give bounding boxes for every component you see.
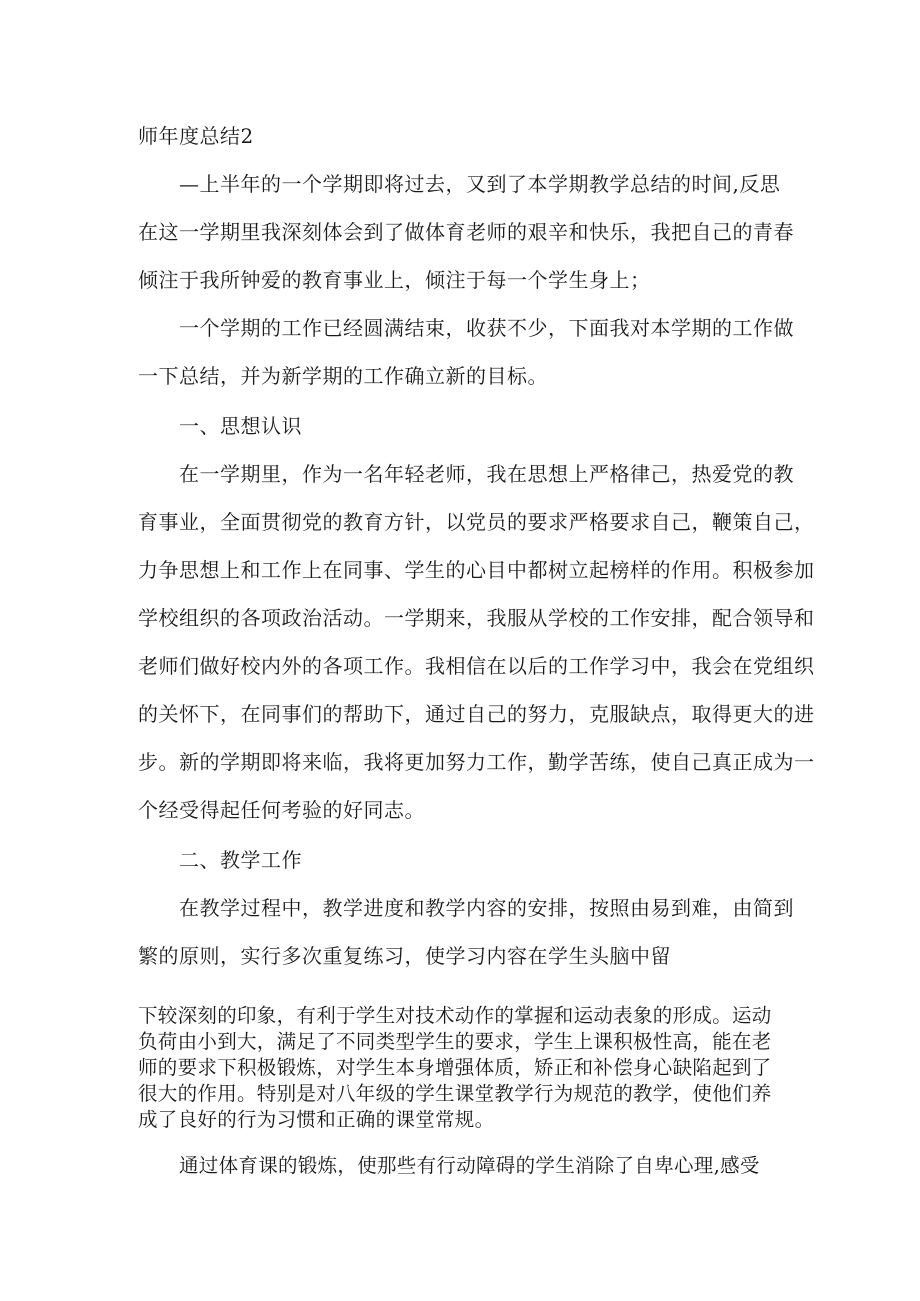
paragraph-line: 在这一学期里我深刻体会到了做体育老师的艰辛和快乐，我把自己的青春 [138,220,794,244]
paragraph-line: —上半年的一个学期即将过去，又到了本学期教学总结的时间,反思 [179,172,781,196]
paragraph-line: 很大的作用。特别是对八年级的学生课堂教学行为规范的教学，使他们养 [138,1082,772,1105]
paragraph-line: 繁的原则，实行多次重复练习，使学习内容在学生头脑中留 [138,944,671,968]
paragraph-line: 师的要求下积极锻炼，对学生本身增强体质，矫正和补偿身心缺陷起到了 [138,1056,772,1079]
paragraph-line: 一下总结，并为新学期的工作确立新的目标。 [138,364,548,388]
paragraph-line: 一个学期的工作已经圆满结束，收获不少，下面我对本学期的工作做 [179,316,794,340]
paragraph-line: 力争思想上和工作上在同事、学生的心目中都树立起榜样的作用。积极参加 [138,558,815,582]
paragraph-line: 老师们做好校内外的各项工作。我相信在以后的工作学习中，我会在党组织 [138,654,815,678]
paragraph-line: 在一学期里，作为一名年轻老师，我在思想上严格律己，热爱党的教 [179,462,794,486]
paragraph-line: 学校组织的各项政治活动。一学期来，我服从学校的工作安排，配合领导和 [138,606,815,630]
paragraph-line: 成了良好的行为习惯和正确的课堂常规。 [138,1108,495,1131]
paragraph-line: 在教学过程中，教学进度和教学内容的安排，按照由易到难，由简到 [179,896,794,920]
section-heading: 一、思想认识 [179,414,302,438]
section-heading: 二、教学工作 [179,848,302,872]
paragraph-line: 负荷由小到大，满足了不同类型学生的要求，学生上课积极性高，能在老 [138,1030,772,1053]
paragraph-line: 步。新的学期即将来临，我将更加努力工作，勤学苦练，使自己真正成为一 [138,750,815,774]
paragraph-line: 个经受得起任何考验的好同志。 [138,798,425,822]
document-title: 师年度总结2 [138,124,254,148]
paragraph-line: 通过体育课的锻炼，使那些有行动障碍的学生消除了自卑心理,感受 [179,1154,760,1177]
paragraph-line: 的关怀下，在同事们的帮助下，通过自己的努力，克服缺点，取得更大的进 [138,702,815,726]
paragraph-line: 下较深刻的印象，有利于学生对技术动作的掌握和运动表象的形成。运动 [138,1004,772,1027]
paragraph-line: 育事业，全面贯彻党的教育方针，以党员的要求严格要求自己，鞭策自己， [138,510,815,534]
paragraph-line: 倾注于我所钟爱的教育事业上，倾注于每一个学生身上； [138,268,651,292]
